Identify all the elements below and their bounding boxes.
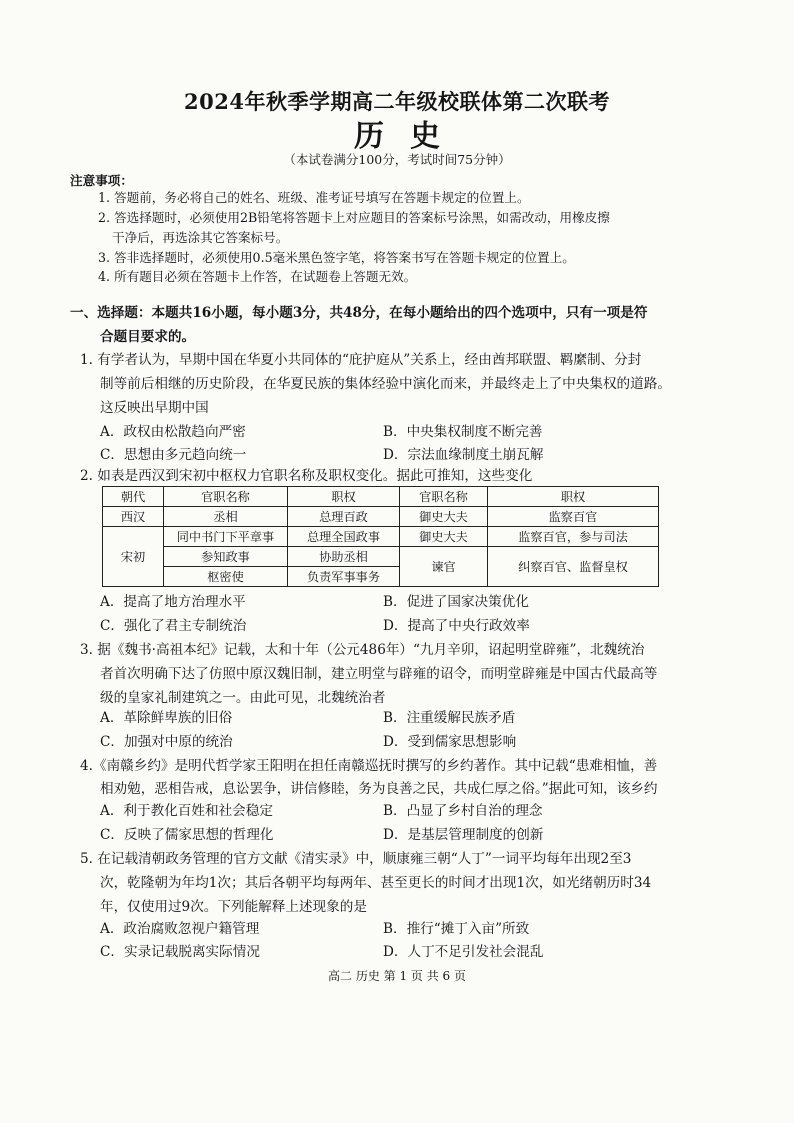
table-cell: 负责军事事务: [288, 567, 400, 587]
q5-option-c: C．实录记载脱离实际情况: [100, 944, 260, 960]
q5-stem-line: 5. 在记载清朝政务管理的官方文献《清实录》中，顺康雍三朝“人丁”一词平均每年出现2至3: [80, 851, 632, 867]
table-header-cell: 朝代: [103, 487, 164, 507]
q3-stem-line: 3. 据《魏书·高祖本纪》记载，太和十年（公元486年）“九月辛卯，诏起明堂辟雍”，北魏统治: [80, 642, 645, 658]
q2-option-a: A．提高了地方治理水平: [100, 594, 246, 610]
table-header-cell: 官职名称: [164, 487, 288, 507]
table-cell: 宋初: [103, 527, 164, 587]
notice-item-2-cont: 干净后，再选涂其它答案标号。: [112, 230, 289, 245]
q3-option-d: D．受到儒家思想影响: [383, 734, 517, 750]
q1-stem-line: 这反映出早期中国: [100, 400, 209, 416]
table-cell: 枢密使: [164, 567, 288, 587]
q5-option-d: D．人丁不足引发社会混乱: [383, 944, 544, 960]
table-cell: 监察百官: [488, 507, 659, 527]
q4-option-d: D．是基层管理制度的创新: [383, 827, 544, 843]
q4-stem-line: 相劝勉，恶相告戒，息讼罢争，讲信修睦，务为良善之民，共成仁厚之俗。”据此可知，该乡约: [100, 781, 658, 797]
table-cell: 西汉: [103, 507, 164, 527]
q3-stem-line: 级的皇家礼制建筑之一。由此可见，北魏统治者: [100, 690, 386, 706]
notice-item-2: 2. 答选择题时，必须使用2B铅笔将答题卡上对应题目的答案标号涂黑，如需改动，用橡皮擦: [98, 210, 610, 225]
q2-office-table: [102, 486, 659, 587]
table-cell: 御史大夫: [400, 507, 488, 527]
q5-option-a: A．政治腐败忽视户籍管理: [100, 921, 260, 937]
q1-option-d: D．宗法血缘制度土崩瓦解: [383, 447, 544, 463]
page-footer: 高二 历史 第 1 页 共 6 页: [328, 969, 466, 983]
q1-option-c: C．思想由多元趋向统一: [100, 447, 247, 463]
q1-option-b: B．中央集权制度不断完善: [383, 424, 543, 440]
subject-title: 历史: [354, 119, 466, 154]
notice-item-3: 3. 答非选择题时，必须使用0.5毫米黑色签字笔，将答案书写在答题卡规定的位置上。: [98, 250, 575, 265]
q4-option-a: A．利于教化百姓和社会稳定: [100, 803, 273, 819]
notice-heading: 注意事项：: [70, 173, 133, 188]
table-row: [103, 547, 659, 567]
section-heading: 一、选择题：本题共16小题，每小题3分，共48分，在每小题给出的四个选项中，只有一项是符: [70, 305, 648, 321]
table-cell: 御史大夫: [400, 527, 488, 547]
table-cell: 丞相: [164, 507, 288, 527]
table-header-cell: 官职名称: [400, 487, 488, 507]
q4-option-b: B．凸显了乡村自治的理念: [383, 803, 543, 819]
q5-option-b: B．推行“摊丁入亩”所致: [383, 921, 530, 937]
table-cell: 协助丞相: [288, 547, 400, 567]
q4-option-c: C．反映了儒家思想的哲理化: [100, 827, 274, 843]
q1-stem-line: 制等前后相继的历史阶段，在华夏民族的集体经验中演化而来，并最终走上了中央集权的道路。: [100, 376, 671, 392]
section-heading-cont: 合题目要求的。: [100, 329, 196, 345]
q5-stem-line: 次，乾隆朝为年均1次；其后各朝平均每两年、甚至更长的时间才出现1次，如光绪朝历时34: [100, 875, 652, 891]
q3-option-b: B．注重缓解民族矛盾: [383, 710, 516, 726]
table-row: [103, 527, 659, 547]
q3-stem-line: 者首次明确下达了仿照中原汉魏旧制，建立明堂与辟雍的诏令，而明堂辟雍是中国古代最高等: [100, 666, 658, 682]
table-cell: 谏官: [400, 547, 488, 587]
q3-option-a: A．革除鲜卑族的旧俗: [100, 710, 233, 726]
q2-option-b: B．促进了国家决策优化: [383, 594, 529, 610]
q2-option-c: C．强化了君主专制统治: [100, 618, 247, 634]
notice-item-1: 1. 答题前，务必将自己的姓名、班级、准考证号填写在答题卡规定的位置上。: [98, 190, 530, 205]
notice-item-4: 4. 所有题目必须在答题卡上作答，在试题卷上答题无效。: [98, 269, 417, 284]
q1-option-a: A．政权由松散趋向严密: [100, 424, 246, 440]
table-cell: 参知政事: [164, 547, 288, 567]
q3-option-c: C．加强对中原的统治: [100, 734, 233, 750]
exam-title: 2024年秋季学期高二年级校联体第二次联考: [184, 89, 610, 114]
table-header-cell: 职权: [288, 487, 400, 507]
exam-info: （本试卷满分100分，考试时间75分钟）: [283, 152, 511, 167]
table-header-cell: 职权: [488, 487, 659, 507]
table-cell: 总理全国政事: [288, 527, 400, 547]
table-cell: 监察百官，参与司法: [488, 527, 659, 547]
q5-stem-line: 年，仅使用过9次。下列能解释上述现象的是: [100, 899, 367, 915]
q2-option-d: D．提高了中央行政效率: [383, 618, 530, 634]
q4-stem-line: 4.《南赣乡约》是明代哲学家王阳明在担任南赣巡抚时撰写的乡约著作。其中记载“患难相恤，善: [80, 758, 658, 774]
table-cell: 同中书门下平章事: [164, 527, 288, 547]
table-header-row: [103, 487, 659, 507]
table-cell: 纠察百官、监督皇权: [488, 547, 659, 587]
table-cell: 总理百政: [288, 507, 400, 527]
table-row: [103, 507, 659, 527]
q2-stem: 2. 如表是西汉到宋初中枢权力官职名称及职权变化。据此可推知，这些变化: [80, 468, 533, 484]
q1-stem-line: 1. 有学者认为，早期中国在华夏小共同体的“庇护庭从”关系上，经由酋邦联盟、羁縻制、分封: [80, 352, 642, 368]
